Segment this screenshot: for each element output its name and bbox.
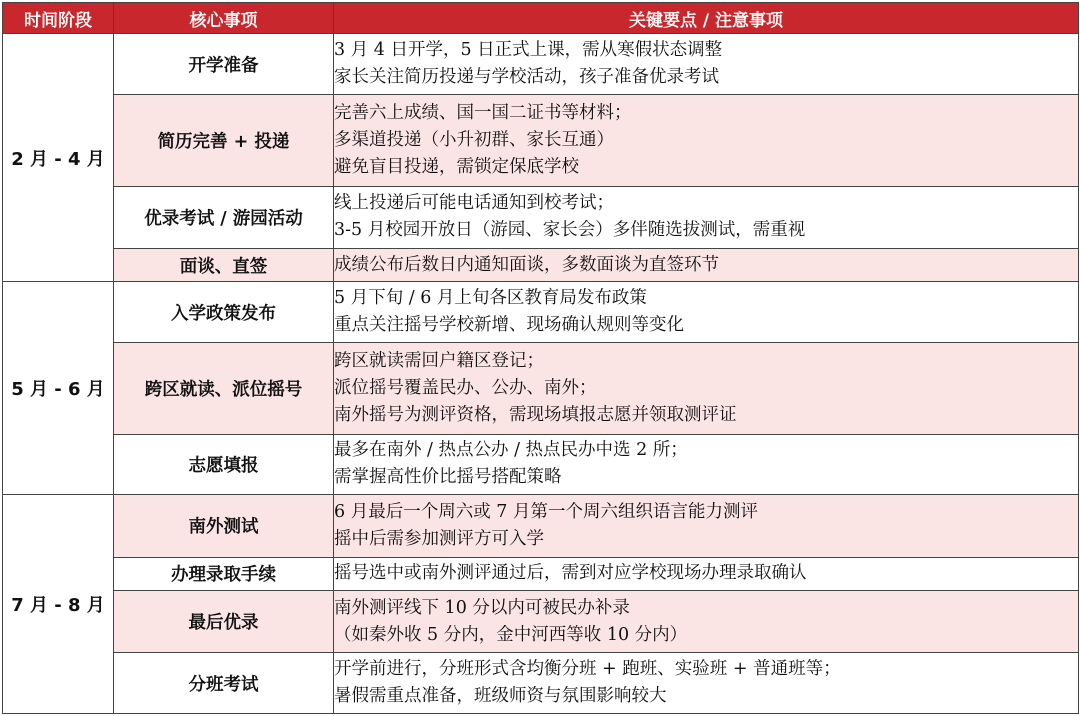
detail-cell [334,557,1079,590]
detail-line: 3-5 月校园开放日（游园、家长会）多伴随选拔测试，需重视 [334,220,806,241]
detail-line: 开学前进行，分班形式含均衡分班 + 跑班、实验班 + 普通班等； [334,659,841,680]
table-row [3,557,1079,590]
detail-line: 派位摇号覆盖民办、公办、南外； [334,377,597,398]
detail-cell [334,653,1079,714]
item-cell: 跨区就读、派位摇号 [114,342,334,434]
detail-line: 线上投递后可能电话通知到校考试； [334,193,614,214]
detail-line: 摇中后需参加测评方可入学 [334,528,544,549]
detail-cell [334,94,1079,186]
detail-line: 跨区就读需回户籍区登记； [334,350,544,371]
item-cell: 入学政策发布 [114,282,334,343]
detail-cell [334,495,1079,558]
item-cell: 面谈、直签 [114,249,334,282]
period-cell: 2 月 - 4 月 [3,34,114,282]
header-row [3,3,1079,34]
item-cell: 办理录取手续 [114,557,334,590]
table-row [3,590,1079,653]
detail-line: 最多在南外 / 热点公办 / 热点民办中选 2 所； [334,440,688,461]
item-cell: 分班考试 [114,653,334,714]
header-item: 核心事项 [114,3,334,34]
detail-line: 避免盲目投递，需锁定保底学校 [334,156,579,177]
period-cell: 7 月 - 8 月 [3,495,114,714]
detail-line: 摇号选中或南外测评通过后，需到对应学校现场办理录取确认 [334,563,807,584]
detail-line: 南外测评线下 10 分以内可被民办补录 [334,597,630,618]
table-row [3,249,1079,282]
table-row [3,495,1079,558]
header-points: 关键要点 / 注意事项 [334,3,1079,34]
detail-line: 需掌握高性价比摇号搭配策略 [334,467,562,488]
detail-cell [334,282,1079,343]
table-row [3,94,1079,186]
table-row [3,653,1079,714]
table-row [3,434,1079,495]
item-cell: 南外测试 [114,495,334,558]
table-row [3,342,1079,434]
table-row [3,282,1079,343]
detail-cell [334,186,1079,249]
detail-cell [334,434,1079,495]
detail-line: 南外摇号为测评资格，需现场填报志愿并领取测评证 [334,404,737,425]
detail-line: 家长关注简历投递与学校活动，孩子准备优录考试 [334,67,719,87]
item-cell: 简历完善 + 投递 [114,94,334,186]
detail-line: 5 月下旬 / 6 月上旬各区教育局发布政策 [334,288,647,309]
table-row [3,186,1079,249]
item-cell: 志愿填报 [114,434,334,495]
detail-line: 成绩公布后数日内通知面谈，多数面谈为直签环节 [334,254,719,275]
table-row [3,34,1079,95]
schedule-table [2,2,1079,714]
detail-cell [334,590,1079,653]
detail-line: 完善六上成绩、国一国二证书等材料； [334,102,632,123]
item-cell: 最后优录 [114,590,334,653]
item-cell: 开学准备 [114,34,334,95]
header-period: 时间阶段 [3,3,114,34]
detail-line: 多渠道投递（小升初群、家长互通） [334,129,614,150]
detail-line: 重点关注摇号学校新增、现场确认规则等变化 [334,315,684,336]
detail-line: 暑假需重点准备，班级师资与氛围影响较大 [334,686,667,707]
detail-cell [334,34,1079,95]
detail-line: 3 月 4 日开学，5 日正式上课，需从寒假状态调整 [334,40,723,60]
detail-cell [334,249,1079,282]
period-cell: 5 月 - 6 月 [3,282,114,495]
item-cell: 优录考试 / 游园活动 [114,186,334,249]
detail-line: （如秦外收 5 分内，金中河西等收 10 分内） [334,624,688,645]
detail-line: 6 月最后一个周六或 7 月第一个周六组织语言能力测评 [334,501,758,522]
detail-cell [334,342,1079,434]
